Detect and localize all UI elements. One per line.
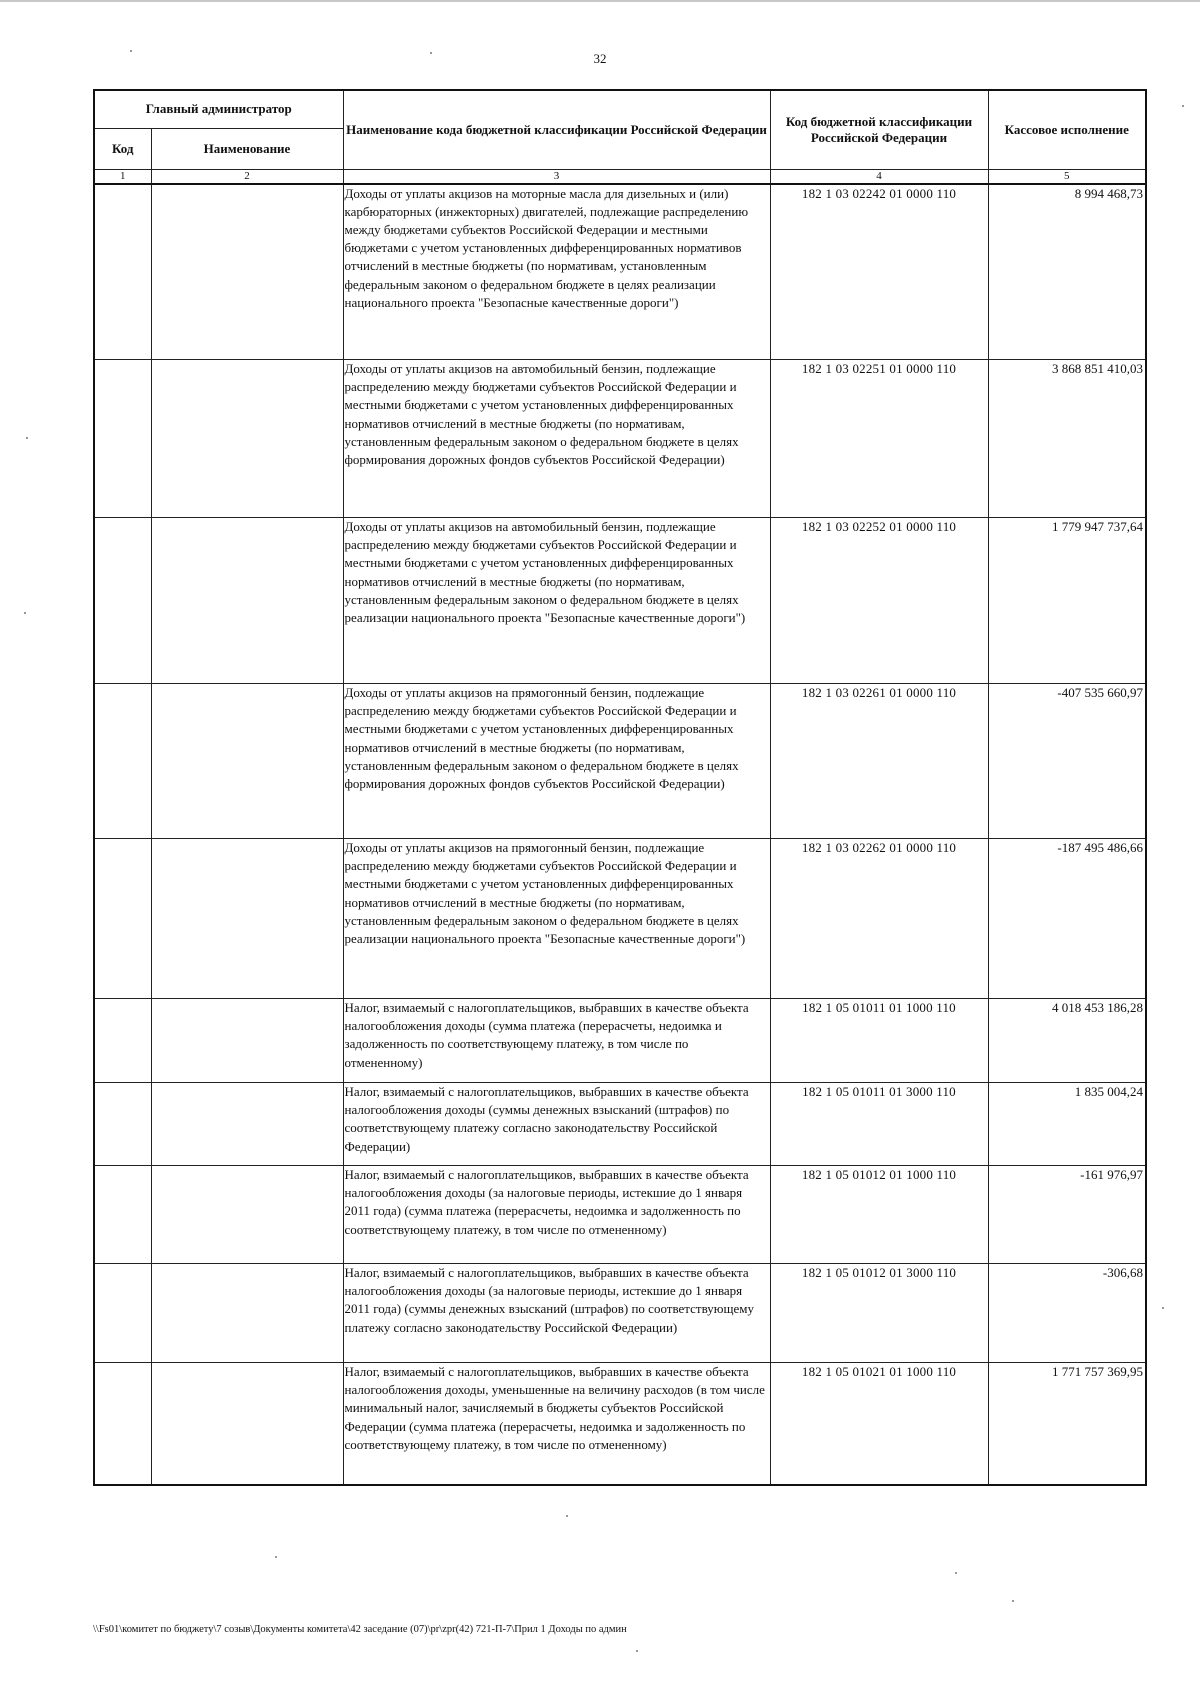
amount-cell: 1 835 004,24 <box>988 1083 1146 1166</box>
header-kbk-name: Наименование кода бюджетной классификации Российской Федерации <box>343 90 770 169</box>
kbk-name-cell: Доходы от уплаты акцизов на автомобильный бензин, подлежащие распределению между бюджетами субъектов Российской Федерации и местными бюджетами с учетом установленных дифференцированных нормативов отчислений в местные бюджеты (по нормативам, установленным федеральным законом о федеральном бюджете в целях реализации национального проекта "Безопасные качественные дороги") <box>343 518 770 684</box>
scan-top-edge <box>0 0 1200 2</box>
amount-cell: 8 994 468,73 <box>988 184 1146 360</box>
header-kbk-code: Код бюджетной классификации Российской Федерации <box>770 90 988 169</box>
admin-code-cell <box>94 839 151 999</box>
header-cash-execution: Кассовое исполнение <box>988 90 1146 169</box>
table-row <box>94 1363 1146 1485</box>
kbk-name-cell: Доходы от уплаты акцизов на моторные масла для дизельных и (или) карбюраторных (инжекторных) двигателей, подлежащие распределению между бюджетами субъектов Российской Федерации и местными бюджетами с учетом установленных дифференцированных нормативов отчислений в местные бюджеты (по нормативам, установленным федеральным законом о федеральном бюджете в целях реализации национального проекта "Безопасные качественные дороги") <box>343 184 770 360</box>
column-number-row <box>94 169 1146 184</box>
amount-cell: -187 495 486,66 <box>988 839 1146 999</box>
admin-name-cell <box>151 360 343 518</box>
column-number: 4 <box>770 169 988 184</box>
kbk-code-cell: 182 1 03 02262 01 0000 110 <box>770 839 988 999</box>
kbk-code-cell: 182 1 05 01021 01 1000 110 <box>770 1363 988 1485</box>
admin-code-cell <box>94 684 151 839</box>
amount-cell: 4 018 453 186,28 <box>988 999 1146 1083</box>
header-admin-code: Код <box>94 128 151 169</box>
column-number: 5 <box>988 169 1146 184</box>
scan-speck <box>955 1572 957 1574</box>
admin-code-cell <box>94 184 151 360</box>
scan-speck <box>566 1515 568 1517</box>
scan-speck <box>26 437 28 439</box>
scan-speck <box>1182 105 1184 107</box>
table-row <box>94 1083 1146 1166</box>
admin-code-cell <box>94 518 151 684</box>
column-number: 1 <box>94 169 151 184</box>
amount-cell: 1 771 757 369,95 <box>988 1363 1146 1485</box>
admin-code-cell <box>94 999 151 1083</box>
footer-file-path: \\Fs01\комитет по бюджету\7 созыв\Документы комитета\42 заседание (07)\pr\zpr(42) 721-П-7\Прил 1 Доходы по админ <box>93 1624 627 1635</box>
kbk-code-cell: 182 1 05 01012 01 1000 110 <box>770 1166 988 1264</box>
admin-code-cell <box>94 1083 151 1166</box>
table-row <box>94 999 1146 1083</box>
kbk-name-cell: Доходы от уплаты акцизов на автомобильный бензин, подлежащие распределению между бюджетами субъектов Российской Федерации и местными бюджетами с учетом установленных дифференцированных нормативов отчислений в местные бюджеты (по нормативам, установленным федеральным законом о федеральном бюджете в целях формирования дорожных фондов субъектов Российской Федерации) <box>343 360 770 518</box>
table-row <box>94 360 1146 518</box>
table-row <box>94 518 1146 684</box>
kbk-code-cell: 182 1 05 01011 01 3000 110 <box>770 1083 988 1166</box>
header-admin-name: Наименование <box>151 128 343 169</box>
admin-name-cell <box>151 518 343 684</box>
scan-speck <box>130 50 132 52</box>
scan-speck <box>24 612 26 614</box>
admin-name-cell <box>151 999 343 1083</box>
admin-code-cell <box>94 1166 151 1264</box>
kbk-code-cell: 182 1 03 02251 01 0000 110 <box>770 360 988 518</box>
admin-name-cell <box>151 184 343 360</box>
scan-speck <box>1162 1307 1164 1309</box>
admin-name-cell <box>151 1363 343 1485</box>
page-number: 32 <box>593 51 607 66</box>
header-main-administrator: Главный администратор <box>94 90 343 128</box>
admin-name-cell <box>151 1083 343 1166</box>
admin-name-cell <box>151 684 343 839</box>
kbk-name-cell: Налог, взимаемый с налогоплательщиков, выбравших в качестве объекта налогообложения доходы (за налоговые периоды, истекшие до 1 января 2011 года) (сумма платежа (перерасчеты, недоимка и задолженность по соответствующему платежу, в том числе по отмененному) <box>343 1166 770 1264</box>
amount-cell: -407 535 660,97 <box>988 684 1146 839</box>
amount-cell: -161 976,97 <box>988 1166 1146 1264</box>
admin-code-cell <box>94 1363 151 1485</box>
budget-revenue-table <box>93 89 1147 1486</box>
kbk-code-cell: 182 1 05 01011 01 1000 110 <box>770 999 988 1083</box>
kbk-name-cell: Налог, взимаемый с налогоплательщиков, выбравших в качестве объекта налогообложения доходы, уменьшенные на величину расходов (в том числе минимальный налог, зачисляемый в бюджеты субъектов Российской Федерации (сумма платежа (перерасчеты, недоимка и задолженность по соответствующему платежу, в том числе по отмененному) <box>343 1363 770 1485</box>
amount-cell: 1 779 947 737,64 <box>988 518 1146 684</box>
kbk-name-cell: Доходы от уплаты акцизов на прямогонный бензин, подлежащие распределению между бюджетами субъектов Российской Федерации и местными бюджетами с учетом установленных дифференцированных нормативов отчислений в местные бюджеты (по нормативам, установленным федеральным законом о федеральном бюджете в целях формирования дорожных фондов субъектов Российской Федерации) <box>343 684 770 839</box>
table-row <box>94 184 1146 360</box>
admin-name-cell <box>151 1264 343 1363</box>
kbk-name-cell: Доходы от уплаты акцизов на прямогонный бензин, подлежащие распределению между бюджетами субъектов Российской Федерации и местными бюджетами с учетом установленных дифференцированных нормативов отчислений в местные бюджеты (по нормативам, установленным федеральным законом о федеральном бюджете в целях реализации национального проекта "Безопасные качественные дороги") <box>343 839 770 999</box>
table-row <box>94 684 1146 839</box>
table-row <box>94 1166 1146 1264</box>
kbk-name-cell: Налог, взимаемый с налогоплательщиков, выбравших в качестве объекта налогообложения доходы (суммы денежных взысканий (штрафов) по соответствующему платежу согласно законодательству Российской Федерации) <box>343 1083 770 1166</box>
kbk-name-cell: Налог, взимаемый с налогоплательщиков, выбравших в качестве объекта налогообложения доходы (сумма платежа (перерасчеты, недоимка и задолженность по соответствующему платежу, в том числе по отмененному) <box>343 999 770 1083</box>
amount-cell: -306,68 <box>988 1264 1146 1363</box>
kbk-code-cell: 182 1 03 02252 01 0000 110 <box>770 518 988 684</box>
scan-speck <box>636 1650 638 1652</box>
kbk-code-cell: 182 1 05 01012 01 3000 110 <box>770 1264 988 1363</box>
scan-speck <box>275 1556 277 1558</box>
table-row <box>94 1264 1146 1363</box>
admin-code-cell <box>94 1264 151 1363</box>
kbk-code-cell: 182 1 03 02242 01 0000 110 <box>770 184 988 360</box>
admin-code-cell <box>94 360 151 518</box>
amount-cell: 3 868 851 410,03 <box>988 360 1146 518</box>
admin-name-cell <box>151 839 343 999</box>
scan-speck <box>430 52 432 54</box>
column-number: 2 <box>151 169 343 184</box>
kbk-name-cell: Налог, взимаемый с налогоплательщиков, выбравших в качестве объекта налогообложения доходы (за налоговые периоды, истекшие до 1 января 2011 года) (суммы денежных взысканий (штрафов) по соответствующему платежу согласно законодательству Российской Федерации) <box>343 1264 770 1363</box>
column-number: 3 <box>343 169 770 184</box>
table-row <box>94 839 1146 999</box>
admin-name-cell <box>151 1166 343 1264</box>
scan-speck <box>1012 1600 1014 1602</box>
kbk-code-cell: 182 1 03 02261 01 0000 110 <box>770 684 988 839</box>
